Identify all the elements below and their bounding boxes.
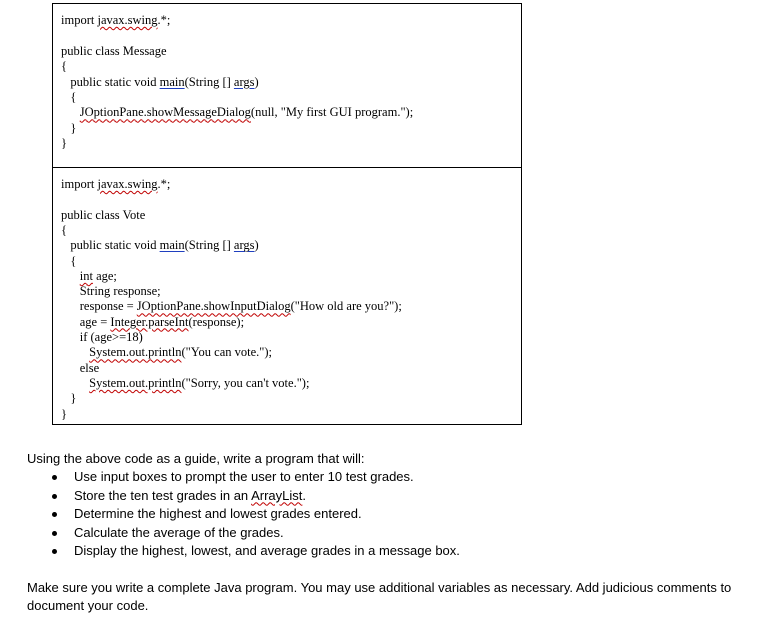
code-text: { (61, 253, 77, 268)
spellcheck-flagged-word: javax.swing (97, 177, 158, 191)
requirement-text (74, 506, 362, 522)
code-text: . (302, 487, 306, 503)
bullet-icon (52, 512, 57, 517)
requirement-text (74, 488, 306, 504)
code-line (61, 44, 167, 59)
code-text: { (61, 59, 67, 74)
requirement-text (74, 469, 414, 485)
spellcheck-flagged-word: System.out.println (89, 345, 182, 360)
code-text: import (61, 13, 98, 27)
code-example-table (52, 3, 522, 425)
bullet-icon (52, 475, 57, 480)
code-line (61, 376, 309, 391)
spellcheck-flagged-word: int (79, 268, 93, 283)
bullet-icon (52, 531, 57, 536)
code-text (61, 376, 89, 390)
code-line (61, 223, 67, 238)
code-text: Display the highest, lowest, and average grades in a message box. (74, 543, 460, 558)
code-text: Use input boxes to prompt the user to enter 10 test grades. (74, 469, 414, 484)
code-line (61, 330, 143, 345)
code-text (61, 269, 80, 283)
code-text: public class Message (61, 43, 167, 58)
code-text: .*; (157, 177, 171, 191)
code-line (61, 391, 76, 406)
code-text: } (61, 120, 77, 135)
code-text: response = (61, 299, 137, 314)
code-line (61, 269, 117, 284)
spellcheck-flagged-word: JOptionPane.showInputDialog (136, 299, 291, 314)
code-text: import (61, 177, 98, 191)
code-line (61, 345, 272, 360)
vote-code-cell (53, 167, 521, 424)
code-line (61, 361, 99, 376)
code-line (61, 254, 76, 269)
code-text: ("Sorry, you can't vote."); (181, 375, 310, 390)
code-line (61, 136, 67, 151)
code-line (61, 238, 259, 253)
code-line (61, 315, 244, 330)
code-line (61, 90, 76, 105)
code-text: } (61, 406, 67, 421)
spellcheck-flagged-word: Integer.parseInt (110, 314, 189, 329)
code-line (61, 177, 170, 192)
instructions-intro: Using the above code as a guide, write a program that will: (27, 451, 365, 466)
code-text: if (age>=18) (61, 330, 143, 344)
code-line (61, 284, 161, 299)
code-text: Store the ten test grades in an (74, 487, 252, 503)
code-text: Calculate the average of the grades. (74, 524, 284, 540)
grammar-flagged-word: main (159, 74, 185, 89)
code-line (61, 13, 170, 28)
spellcheck-flagged-word: JOptionPane.showMessageDialog (79, 105, 251, 120)
spellcheck-flagged-word: ArrayList (251, 487, 303, 503)
code-text: ("You can vote."); (181, 345, 273, 360)
code-text: Determine the highest and lowest grades entered. (74, 506, 362, 521)
code-text: String response; (61, 284, 161, 299)
code-text: age = (61, 314, 111, 329)
instructions-closing: Make sure you write a complete Java program. You may use additional variables as necessary. Add judicious comments to document your code. (27, 580, 732, 613)
grammar-flagged-word: main (159, 238, 185, 253)
bullet-icon (52, 549, 57, 554)
code-line (61, 121, 76, 136)
code-text: } (61, 136, 67, 151)
requirement-text (74, 525, 284, 541)
code-text (61, 105, 80, 119)
code-line (61, 407, 67, 422)
code-text: ("How old are you?"); (290, 299, 402, 314)
code-text: (response); (188, 314, 245, 329)
requirement-text (74, 543, 460, 559)
code-text: { (61, 90, 77, 104)
code-text: public class Vote (61, 207, 146, 222)
grammar-flagged-word: args (233, 74, 255, 89)
code-line (61, 75, 259, 90)
code-text: } (61, 391, 77, 406)
code-text: (String [] (184, 74, 234, 89)
code-text: public static void (61, 238, 160, 253)
code-line (61, 59, 67, 74)
spellcheck-flagged-word: javax.swing (97, 13, 158, 27)
code-line (61, 208, 145, 223)
code-text: ) (254, 74, 259, 89)
code-text: { (61, 222, 67, 237)
spellcheck-flagged-word: System.out.println (89, 375, 182, 390)
code-text: else (61, 360, 100, 375)
code-text: ) (254, 238, 259, 253)
message-code-cell (53, 4, 521, 167)
code-text: (String [] (184, 238, 234, 253)
code-text: public static void (61, 74, 160, 89)
code-text (61, 345, 89, 359)
code-line (61, 105, 413, 120)
code-text: .*; (157, 13, 171, 27)
code-line (61, 299, 402, 314)
grammar-flagged-word: args (233, 238, 255, 253)
code-text: age; (92, 268, 117, 283)
bullet-icon (52, 494, 57, 499)
code-text: (null, "My first GUI program."); (250, 105, 414, 120)
